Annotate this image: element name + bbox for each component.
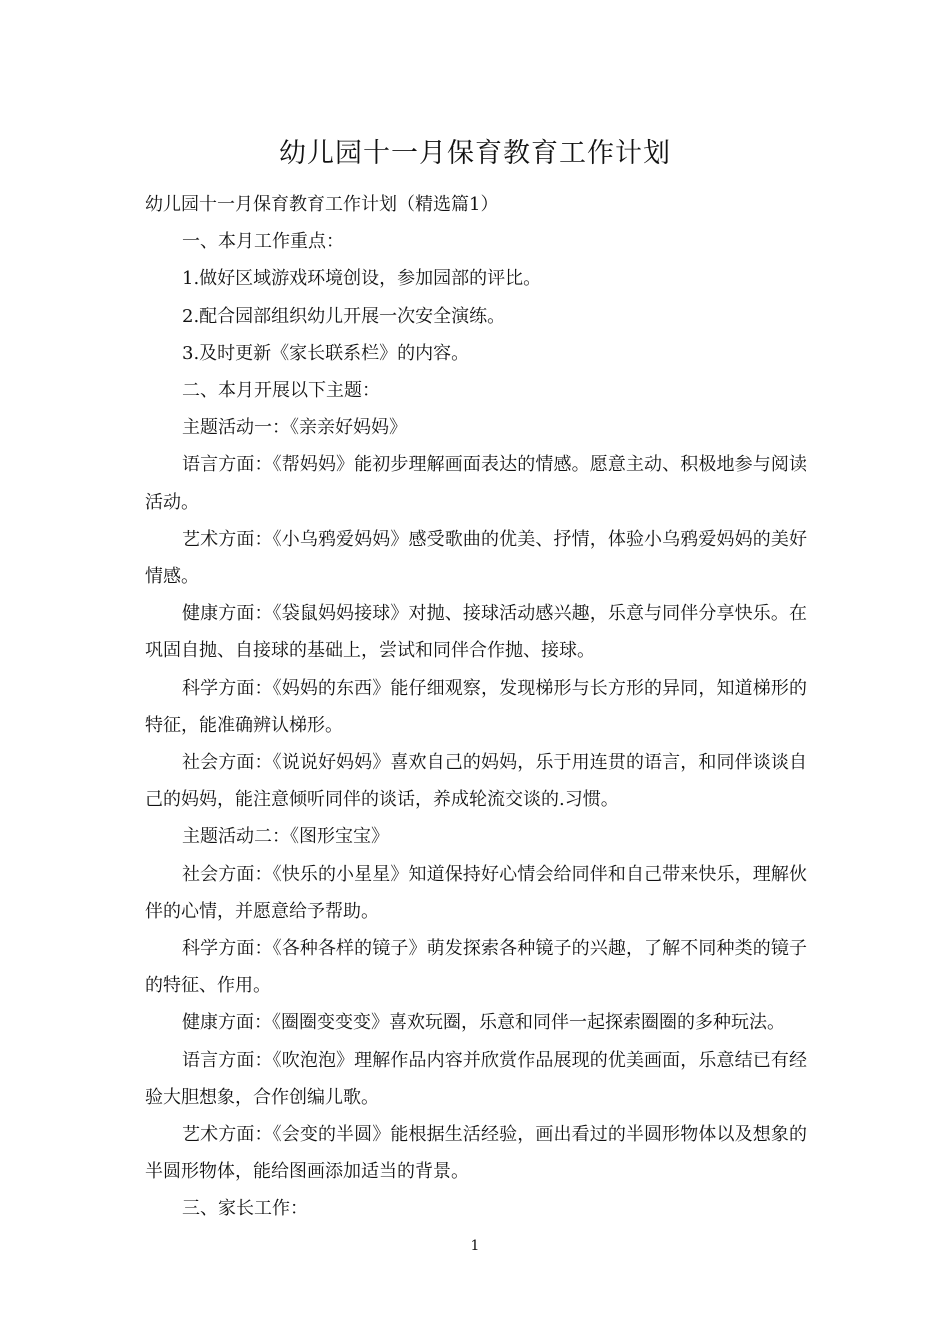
section-heading-themes: 二、本月开展以下主题： <box>182 380 380 402</box>
theme-heading: 主题活动一：《亲亲好妈妈》 <box>182 417 407 439</box>
body-paragraph: 社会方面：《快乐的小星星》知道保持好心情会给同伴和自己带来快乐，理解伙伴的心情，并愿意给予帮助。 <box>145 863 807 922</box>
body-paragraph: 社会方面：《说说好妈妈》喜欢自己的妈妈，乐于用连贯的语言，和同伴谈谈自己的妈妈，能注意倾听同伴的谈话，养成轮流交谈的.习惯。 <box>145 752 807 811</box>
list-item: 3.及时更新《家长联系栏》的内容。 <box>182 342 470 364</box>
body-paragraph: 语言方面：《吹泡泡》理解作品内容并欣赏作品展现的优美画面，乐意结已有经验大胆想象，合作创编儿歌。 <box>145 1049 807 1108</box>
section-heading-selected-article: 幼儿园十一月保育教育工作计划（精选篇1） <box>145 194 499 215</box>
body-paragraph: 艺术方面：《小乌鸦爱妈妈》感受歌曲的优美、抒情，体验小乌鸦爱妈妈的美好情感。 <box>145 528 807 588</box>
list-item: 2.配合园部组织幼儿开展一次安全演练。 <box>182 305 506 327</box>
body-paragraph: 艺术方面：《会变的半圆》能根据生活经验，画出看过的半圆形物体以及想象的半圆形物体，能给图画添加适当的背景。 <box>145 1124 807 1183</box>
body-paragraph: 健康方面：《圈圈变变变》喜欢玩圈，乐意和同伴一起探索圈圈的多种玩法。 <box>182 1012 785 1034</box>
section-heading-work-focus: 一、本月工作重点： <box>182 231 344 253</box>
body-paragraph: 语言方面：《帮妈妈》能初步理解画面表达的情感。愿意主动、积极地参与阅读活动。 <box>145 454 807 513</box>
document-body <box>145 186 807 1228</box>
document-title: 幼儿园十一月保育教育工作计划 <box>279 138 671 169</box>
theme-heading: 主题活动二：《图形宝宝》 <box>182 826 389 848</box>
section-heading-parent-work: 三、家长工作： <box>182 1198 308 1220</box>
page-number: 1 <box>470 1238 480 1254</box>
body-paragraph: 科学方面：《妈妈的东西》能仔细观察，发现梯形与长方形的异同，知道梯形的特征，能准确辨认梯形。 <box>145 677 807 736</box>
list-item: 1.做好区域游戏环境创设，参加园部的评比。 <box>182 268 542 290</box>
body-paragraph: 科学方面：《各种各样的镜子》萌发探索各种镜子的兴趣，了解不同种类的镜子的特征、作用。 <box>145 938 807 997</box>
body-paragraph: 健康方面：《袋鼠妈妈接球》对抛、接球活动感兴趣，乐意与同伴分享快乐。在巩固自抛、自接球的基础上，尝试和同伴合作抛、接球。 <box>145 603 807 662</box>
